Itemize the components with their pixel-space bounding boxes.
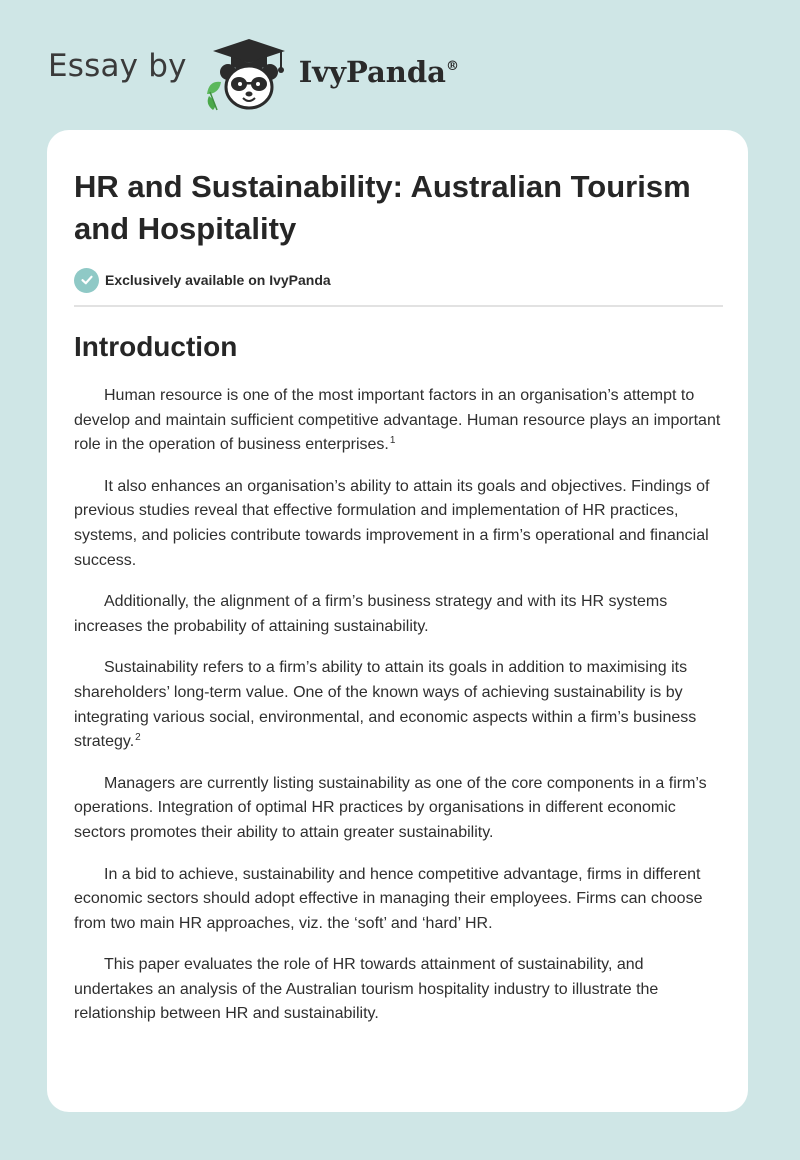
paragraph-text: Additionally, the alignment of a firm’s business strategy and with its HR systems increases the probability of attaining sustainability.	[74, 593, 668, 635]
body-paragraph	[74, 863, 723, 937]
body-paragraph	[74, 590, 723, 639]
brand-prefix: Essay by	[48, 48, 187, 84]
body-paragraph	[74, 772, 723, 846]
exclusive-text: Exclusively available on IvyPanda	[105, 272, 331, 288]
paragraph-text: Sustainability refers to a firm’s ability to attain its goals in addition to maximising its shareholders’ long-term value. One of the known ways of achieving sustainability is by integrating various social, environmental, and economic aspects within a firm’s business strategy.	[74, 659, 697, 751]
body-paragraph	[74, 384, 723, 458]
footnote-ref[interactable]: 1	[389, 435, 396, 447]
essay-card	[47, 130, 748, 1112]
site-header	[48, 34, 459, 114]
paragraph-text: It also enhances an organisation’s ability to attain its goals and objectives. Findings of previous studies reveal that effective formulation and implementation of HR practices, systems, and policies contribute towards improvement in a firm’s operational and financial success.	[74, 477, 710, 569]
paragraph-text: Managers are currently listing sustainability as one of the core components in a firm’s operations. Integration of optimal HR practices by organisations in different economic sectors promotes their ability to attain greater sustainability.	[74, 774, 707, 841]
brand-name[interactable]	[299, 55, 459, 89]
essay-title: HR and Sustainability: Australian Tourism and Hospitality	[74, 169, 691, 246]
brand-name-text: IvyPanda	[298, 55, 446, 89]
paragraph-text: This paper evaluates the role of HR towards attainment of sustainability, and undertakes an analysis of the Australian tourism hospitality industry to illustrate the relationship between HR and sustainability.	[74, 956, 659, 1023]
section-heading: Introduction	[74, 331, 238, 362]
panda-logo-icon[interactable]	[201, 34, 297, 114]
body-paragraph	[74, 475, 723, 573]
body-paragraph	[74, 656, 723, 754]
divider	[74, 305, 723, 307]
footnote-ref[interactable]: 2	[135, 732, 141, 744]
essay-body	[74, 384, 723, 1027]
check-icon	[74, 268, 99, 293]
paragraph-text: Human resource is one of the most important factors in an organisation’s attempt to develop and maintain sufficient competitive advantage. Human resource plays an important role in the operation of business enterprises.	[74, 387, 721, 454]
body-paragraph	[74, 953, 723, 1027]
paragraph-text: In a bid to achieve, sustainability and hence competitive advantage, firms in different economic sectors should adopt effective in managing their employees. Firms can choose from two main HR approaches, viz. the ‘soft’ and ‘hard’ HR.	[74, 865, 703, 932]
registered-mark: ®	[445, 59, 459, 74]
exclusive-badge	[74, 267, 721, 293]
